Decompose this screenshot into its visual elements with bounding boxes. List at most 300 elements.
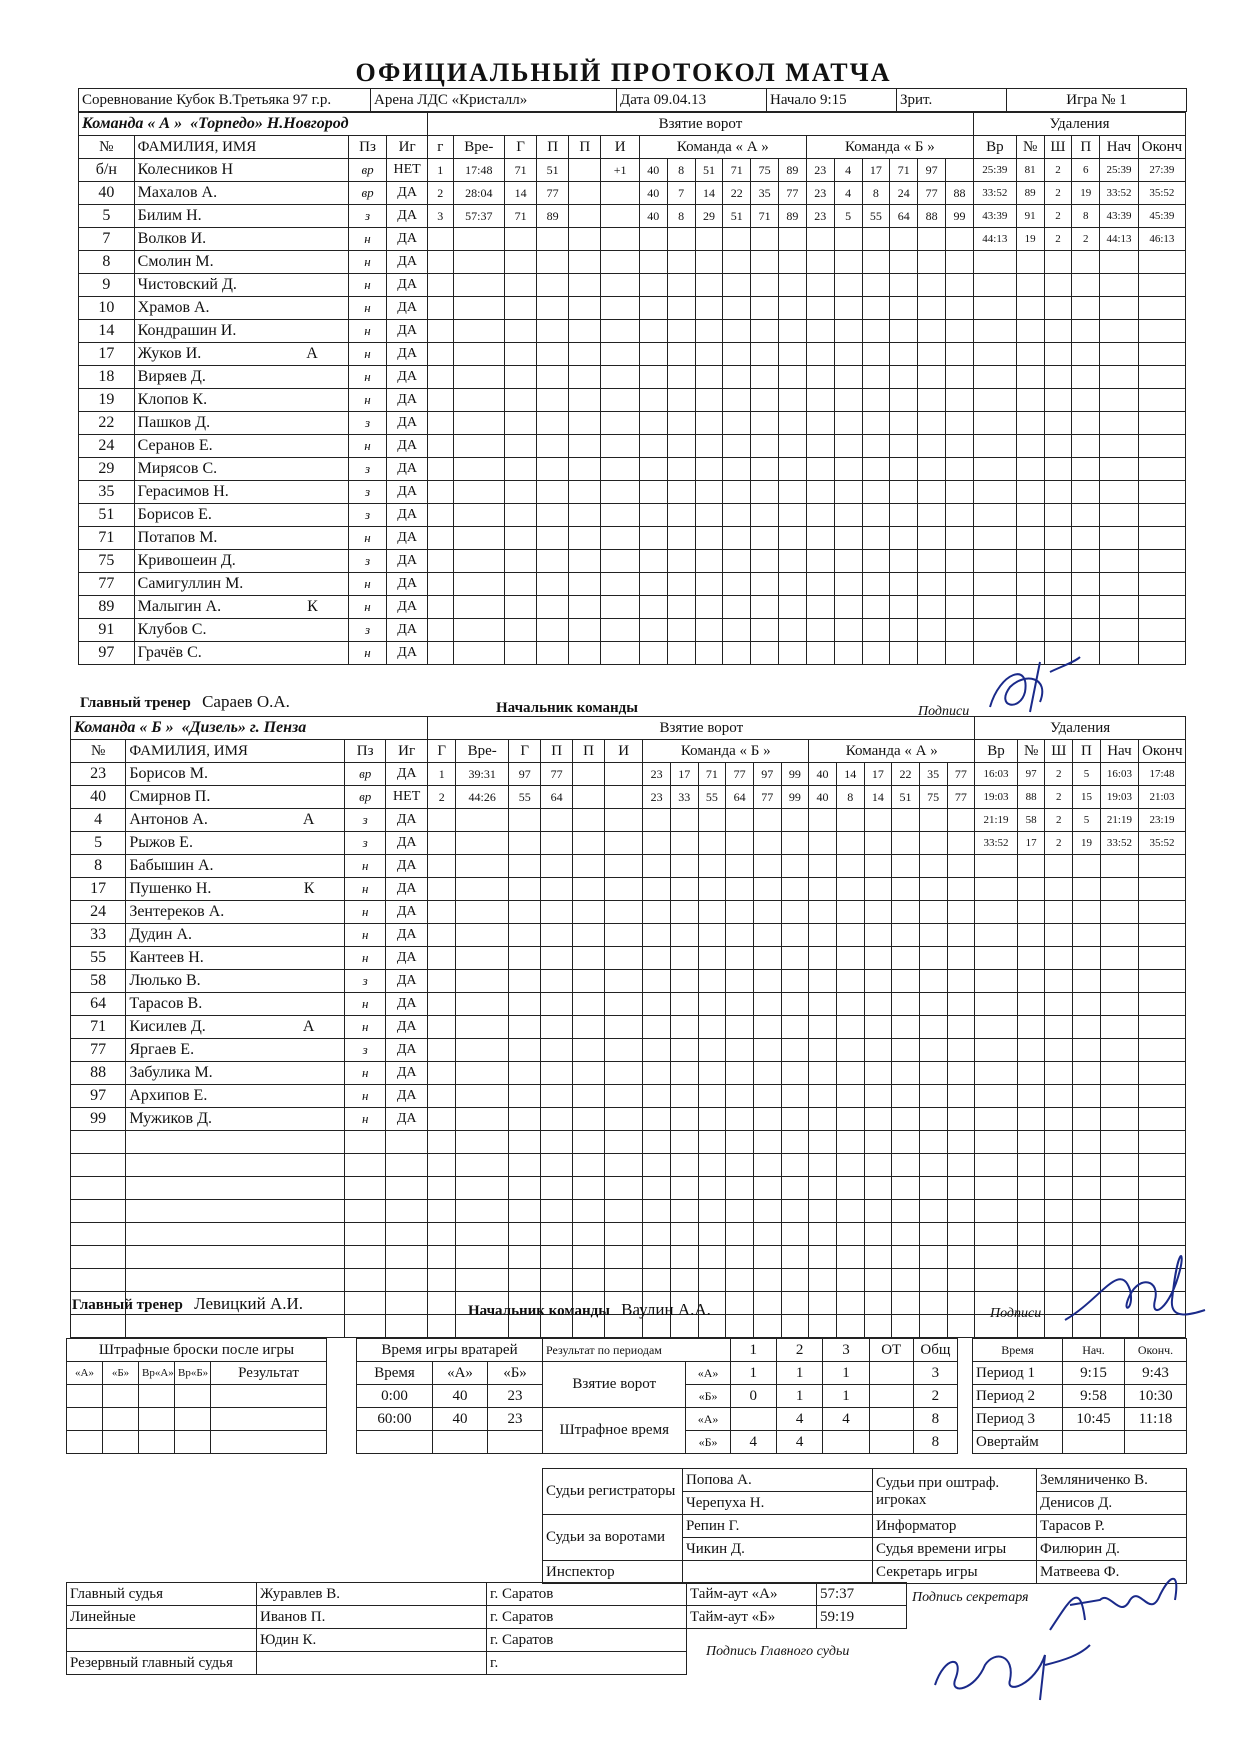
player-position: н	[348, 274, 387, 297]
time-cell: Период 1	[973, 1362, 1063, 1385]
official-name: Матвеева Ф.	[1037, 1561, 1187, 1584]
col-scorer: Г	[505, 136, 537, 159]
penalties-header: Удаления	[975, 717, 1186, 740]
goal-gg: 55	[509, 786, 541, 809]
col-time: Вре-	[456, 740, 509, 763]
team-chief-label-b: Начальник команды	[468, 1303, 610, 1319]
player-position: з	[345, 832, 385, 855]
col-pen-end: Оконч	[1138, 136, 1185, 159]
head-coach-label: Главный тренер	[80, 695, 191, 711]
player-number: 71	[79, 527, 135, 550]
col-name: ФАМИЛИЯ, ИМЯ	[134, 136, 348, 159]
player-name-text: Смолин М.	[137, 253, 214, 270]
team-chief-label: Начальник команды	[496, 700, 638, 716]
goal-p1: 89	[537, 205, 569, 228]
table-row	[71, 809, 1186, 832]
player-name-text: Пушенко Н.	[129, 880, 212, 897]
onice-player: 23	[806, 205, 834, 228]
table-row	[71, 832, 1186, 855]
onice-player: 71	[723, 159, 751, 182]
player-name-text: Кантеев Н.	[129, 949, 204, 966]
onice-player: 24	[890, 182, 918, 205]
player-name	[126, 763, 345, 786]
table-row	[79, 159, 1186, 182]
table-row	[79, 205, 1186, 228]
player-name-text: Зентереков А.	[129, 903, 225, 920]
player-position: н	[348, 366, 387, 389]
team-b-short: «Б»	[686, 1431, 730, 1454]
player-number: 64	[71, 993, 126, 1016]
table-row	[79, 182, 1186, 205]
periods-title: Результат по периодам	[543, 1339, 731, 1362]
onice-player: 23	[806, 159, 834, 182]
player-played: ДА	[385, 878, 428, 901]
team-a-short: «А»	[686, 1362, 730, 1385]
col-pen-p: П	[1073, 740, 1101, 763]
penalty-p: 6	[1072, 159, 1100, 182]
goal-g: 2	[428, 786, 456, 809]
shootout-col: «А»	[67, 1362, 103, 1385]
penalty-p: 5	[1073, 809, 1101, 832]
referee-city: г.	[487, 1652, 687, 1675]
player-position: н	[348, 435, 387, 458]
col-time: Вре-	[453, 136, 504, 159]
player-number: 5	[79, 205, 135, 228]
time-col: Нач.	[1063, 1339, 1125, 1362]
player-number: 75	[79, 550, 135, 573]
official-name	[683, 1561, 873, 1584]
player-position: н	[345, 1016, 385, 1039]
chief-referee-sign-label: Подпись Главного судьи	[706, 1644, 850, 1659]
player-position: н	[345, 947, 385, 970]
player-position: вр	[345, 786, 385, 809]
goalie-col: «А»	[433, 1362, 488, 1385]
goal-i	[604, 786, 642, 809]
penalty-p: 15	[1073, 786, 1101, 809]
penalty-start: 33:52	[1100, 832, 1138, 855]
player-played: ДА	[387, 389, 428, 412]
player-number: 5	[71, 832, 126, 855]
player-number: 18	[79, 366, 135, 389]
referee-name: Журавлев В.	[257, 1583, 487, 1606]
player-number: 29	[79, 458, 135, 481]
time-cell: Период 3	[973, 1408, 1063, 1431]
player-name-text: Дудин А.	[129, 926, 193, 943]
player-name-text: Волков И.	[137, 230, 207, 247]
penalty-num: 81	[1016, 159, 1044, 182]
match-header	[78, 88, 1187, 112]
table-row	[79, 389, 1186, 412]
goalie-cell: 0:00	[357, 1385, 433, 1408]
player-played: ДА	[387, 251, 428, 274]
goalie-time-title: Время игры вратарей	[357, 1339, 543, 1362]
penalty-num: 58	[1017, 809, 1045, 832]
player-name-text: Клопов К.	[137, 391, 208, 408]
official-role: Судья времени игры	[873, 1538, 1037, 1561]
player-name	[134, 343, 348, 366]
onice-player: 89	[779, 159, 807, 182]
official-role: Судьи за воротами	[543, 1515, 683, 1561]
spectators: Зрит.	[897, 89, 1007, 112]
goal-p1: 51	[537, 159, 569, 182]
onice-player: 35	[751, 182, 779, 205]
penalty-sh: 2	[1045, 763, 1073, 786]
player-position: з	[348, 619, 387, 642]
player-name-text: Яргаев Е.	[129, 1041, 195, 1058]
referees-table	[66, 1582, 687, 1675]
col-onice-first: Команда « Б »	[643, 740, 809, 763]
player-name-text: Потапов М.	[137, 529, 218, 546]
col-pen-num: №	[1016, 136, 1044, 159]
player-name-text: Архипов Е.	[129, 1087, 208, 1104]
col-pos: Пз	[348, 136, 387, 159]
player-position: н	[348, 527, 387, 550]
start-time: Начало 9:15	[767, 89, 897, 112]
player-name	[126, 901, 345, 924]
player-name-text: Чистовский Д.	[137, 276, 237, 293]
col-num: №	[79, 136, 135, 159]
table-row	[71, 1223, 1186, 1246]
pen-b-cell: 4	[776, 1431, 822, 1454]
player-name	[126, 1039, 345, 1062]
onice-player: 17	[864, 763, 892, 786]
player-played: ДА	[387, 504, 428, 527]
player-name	[134, 205, 348, 228]
player-name-text: Бабышин А.	[129, 857, 214, 874]
penalty-start: 19:03	[1100, 786, 1138, 809]
team-b-block	[70, 716, 1186, 1338]
onice-player: 77	[753, 786, 781, 809]
player-name-text: Борисов Е.	[137, 506, 212, 523]
competition: Соревнование Кубок В.Третьяка 97 г.р.	[79, 89, 371, 112]
table-row	[71, 1269, 1186, 1292]
time-cell: 9:58	[1063, 1385, 1125, 1408]
team-b-coach-line	[72, 1294, 303, 1314]
table-row	[71, 947, 1186, 970]
col-pen-start: Нач	[1100, 740, 1138, 763]
player-position: н	[348, 297, 387, 320]
table-row	[71, 1246, 1186, 1269]
player-name	[134, 228, 348, 251]
goalie-cell: 40	[433, 1408, 488, 1431]
player-played: ДА	[385, 901, 428, 924]
goal-p2	[569, 159, 601, 182]
player-position: з	[348, 504, 387, 527]
period-col: Общ	[913, 1339, 957, 1362]
player-position: вр	[345, 763, 385, 786]
official-name: Черепуха Н.	[683, 1492, 873, 1515]
penalty-vr: 16:03	[975, 763, 1018, 786]
player-name-text: Самигуллин М.	[137, 575, 244, 592]
penalty-start: 16:03	[1100, 763, 1138, 786]
goals-b-cell: 2	[913, 1385, 957, 1408]
pen-a-cell: 8	[913, 1408, 957, 1431]
penalty-num: 91	[1016, 205, 1044, 228]
pen-a-cell	[730, 1408, 776, 1431]
official-name: Тарасов Р.	[1037, 1515, 1187, 1538]
table-row	[71, 1108, 1186, 1131]
player-name	[134, 251, 348, 274]
player-number: 23	[71, 763, 126, 786]
goalie-time-table	[356, 1338, 543, 1454]
table-row	[79, 274, 1186, 297]
penalty-end: 35:52	[1139, 832, 1186, 855]
officials-left	[542, 1468, 873, 1584]
penalty-start: 33:52	[1100, 182, 1139, 205]
player-role: А	[302, 811, 315, 828]
penalty-p: 8	[1072, 205, 1100, 228]
player-played: ДА	[385, 970, 428, 993]
shootout-col: Вр«Б»	[175, 1362, 211, 1385]
player-name-text: Рыжов Е.	[129, 834, 193, 851]
player-position: н	[345, 1108, 385, 1131]
table-row	[71, 1085, 1186, 1108]
player-number: 14	[79, 320, 135, 343]
player-name-text: Малыгин А.	[137, 598, 222, 615]
player-number: 33	[71, 924, 126, 947]
onice-player: 23	[643, 763, 671, 786]
onice-player: 23	[643, 786, 671, 809]
onice-player: 55	[698, 786, 726, 809]
penalty-p: 19	[1073, 832, 1101, 855]
player-played: ДА	[385, 1062, 428, 1085]
onice-player: 77	[947, 786, 975, 809]
table-row	[71, 1062, 1186, 1085]
penalty-vr: 21:19	[975, 809, 1018, 832]
player-name-text: Люлько В.	[129, 972, 201, 989]
col-pos: Пз	[345, 740, 385, 763]
onice-player: 8	[836, 786, 864, 809]
player-name	[126, 1062, 345, 1085]
penalty-num: 17	[1017, 832, 1045, 855]
goalie-cell: 40	[433, 1385, 488, 1408]
player-position: н	[345, 878, 385, 901]
player-position: н	[345, 924, 385, 947]
goals-b-cell	[869, 1385, 913, 1408]
player-name-text: Грачёв С.	[137, 644, 202, 661]
onice-player: 22	[723, 182, 751, 205]
official-role: Судьи регистраторы	[543, 1469, 683, 1515]
player-number: 4	[71, 809, 126, 832]
goal-g: 1	[428, 763, 456, 786]
onice-player: 51	[723, 205, 751, 228]
player-number: 7	[79, 228, 135, 251]
col-pen-end: Оконч	[1139, 740, 1186, 763]
table-row	[71, 855, 1186, 878]
onice-player: 40	[639, 182, 667, 205]
onice-player: 17	[670, 763, 698, 786]
goal-g: 3	[427, 205, 453, 228]
referee-role: Главный судья	[67, 1583, 257, 1606]
goal-p2	[569, 182, 601, 205]
shootout-col: Результат	[211, 1362, 327, 1385]
player-name	[134, 481, 348, 504]
player-number: 9	[79, 274, 135, 297]
onice-player: 7	[667, 182, 695, 205]
table-row	[71, 786, 1186, 809]
official-name: Филюрин Д.	[1037, 1538, 1187, 1561]
player-name	[134, 320, 348, 343]
onice-player: 14	[695, 182, 723, 205]
goal-g: 1	[427, 159, 453, 182]
penalty-end: 46:13	[1138, 228, 1185, 251]
player-position: з	[348, 550, 387, 573]
player-name	[134, 596, 348, 619]
period-results-table	[542, 1338, 958, 1454]
col-pen-p: П	[1072, 136, 1100, 159]
player-name-text: Мужиков Д.	[129, 1110, 212, 1127]
player-played: ДА	[385, 855, 428, 878]
team_b-title	[71, 717, 428, 740]
goal-gg: 97	[509, 763, 541, 786]
player-number: б/н	[79, 159, 135, 182]
player-name-text: Жуков И.	[137, 345, 202, 362]
table-row	[79, 366, 1186, 389]
time-col: Время	[973, 1339, 1063, 1362]
onice-player: 23	[806, 182, 834, 205]
head-coach-name-b: Левицкий А.И.	[194, 1294, 304, 1313]
player-played: НЕТ	[385, 786, 428, 809]
onice-player: 97	[918, 159, 946, 182]
player-name	[126, 1085, 345, 1108]
col-pen-num: №	[1017, 740, 1045, 763]
player-number: 17	[79, 343, 135, 366]
period-col: ОТ	[869, 1339, 913, 1362]
table-row	[71, 1200, 1186, 1223]
goals-a-cell	[869, 1362, 913, 1385]
player-played: ДА	[385, 1108, 428, 1131]
goal-time: 44:26	[456, 786, 509, 809]
team-name: «Торпедо» Н.Новгород	[190, 115, 349, 132]
team-chief-name-b: Ваулин А.А.	[621, 1300, 711, 1319]
player-number: 17	[71, 878, 126, 901]
penalty-end: 17:48	[1139, 763, 1186, 786]
player-played: ДА	[387, 458, 428, 481]
onice-player: 4	[834, 159, 862, 182]
col-assist1: П	[537, 136, 569, 159]
game-number: Игра № 1	[1007, 89, 1187, 112]
player-number: 40	[79, 182, 135, 205]
player-name	[134, 527, 348, 550]
table-row	[79, 596, 1186, 619]
onice-player: 40	[639, 205, 667, 228]
onice-player: 88	[945, 182, 973, 205]
penalty-start: 43:39	[1100, 205, 1139, 228]
table-row	[79, 251, 1186, 274]
head-coach-label-b: Главный тренер	[72, 1297, 183, 1313]
player-number: 24	[79, 435, 135, 458]
penalty-end: 23:19	[1139, 809, 1186, 832]
penalty-vr: 43:39	[973, 205, 1016, 228]
player-played: ДА	[385, 809, 428, 832]
onice-player: 22	[892, 763, 920, 786]
player-played: ДА	[385, 832, 428, 855]
time-cell: Овертайм	[973, 1431, 1063, 1454]
team_a-title	[79, 113, 428, 136]
onice-player: 29	[695, 205, 723, 228]
player-position: вр	[348, 159, 387, 182]
team-name: «Дизель» г. Пенза	[181, 719, 307, 736]
player-name-text: Тарасов В.	[129, 995, 203, 1012]
player-played: ДА	[385, 1016, 428, 1039]
onice-player: 99	[945, 205, 973, 228]
player-name-text: Герасимов Н.	[137, 483, 229, 500]
player-name	[126, 970, 345, 993]
col-goal: Г	[428, 740, 456, 763]
penalty-sh: 2	[1044, 159, 1072, 182]
penalty-sh: 2	[1044, 205, 1072, 228]
player-position: н	[348, 320, 387, 343]
table-row	[79, 458, 1186, 481]
table-row	[71, 1039, 1186, 1062]
official-role: Инспектор	[543, 1561, 683, 1584]
player-name	[134, 412, 348, 435]
official-role: Секретарь игры	[873, 1561, 1037, 1584]
player-name	[126, 1108, 345, 1131]
player-number: 55	[71, 947, 126, 970]
player-played: ДА	[387, 412, 428, 435]
player-position: н	[348, 251, 387, 274]
onice-player: 40	[809, 786, 837, 809]
table-row	[79, 619, 1186, 642]
time-cell: Период 2	[973, 1385, 1063, 1408]
col-played: Иг	[385, 740, 428, 763]
player-played: ДА	[387, 228, 428, 251]
player-name-text: Забулика М.	[129, 1064, 213, 1081]
player-position: н	[345, 1085, 385, 1108]
penalty-p: 2	[1072, 228, 1100, 251]
penalty-num: 97	[1017, 763, 1045, 786]
goal-p1: 77	[541, 763, 573, 786]
official-role: Информатор	[873, 1515, 1037, 1538]
player-played: ДА	[387, 343, 428, 366]
table-row	[79, 435, 1186, 458]
timeout-a-label: Тайм-аут «А»	[687, 1583, 817, 1606]
table-row	[71, 878, 1186, 901]
player-number: 24	[71, 901, 126, 924]
onice-player: 51	[695, 159, 723, 182]
player-name	[126, 993, 345, 1016]
player-position: н	[348, 642, 387, 665]
onice-player: 8	[667, 205, 695, 228]
penalty-vr: 33:52	[975, 832, 1018, 855]
player-role: А	[302, 1018, 315, 1035]
table-row	[71, 901, 1186, 924]
player-name	[134, 619, 348, 642]
onice-player: 51	[892, 786, 920, 809]
referee-city: г. Саратов	[487, 1583, 687, 1606]
table-row	[71, 1016, 1186, 1039]
period-col: 2	[776, 1339, 822, 1362]
pen-a-cell	[869, 1408, 913, 1431]
player-position: н	[348, 573, 387, 596]
official-name: Денисов Д.	[1037, 1492, 1187, 1515]
player-played: ДА	[387, 320, 428, 343]
player-position: н	[345, 901, 385, 924]
team-b-signature	[1060, 1240, 1210, 1330]
onice-player: 99	[781, 786, 809, 809]
table-row	[79, 343, 1186, 366]
player-played: ДА	[387, 274, 428, 297]
player-number: 77	[79, 573, 135, 596]
official-role: Судьи при оштраф. игроках	[873, 1469, 1037, 1515]
player-played: ДА	[387, 619, 428, 642]
table-row	[71, 1177, 1186, 1200]
onice-player: 35	[919, 763, 947, 786]
player-played: ДА	[387, 205, 428, 228]
goals-b-cell: 1	[823, 1385, 869, 1408]
pen-a-cell: 4	[776, 1408, 822, 1431]
